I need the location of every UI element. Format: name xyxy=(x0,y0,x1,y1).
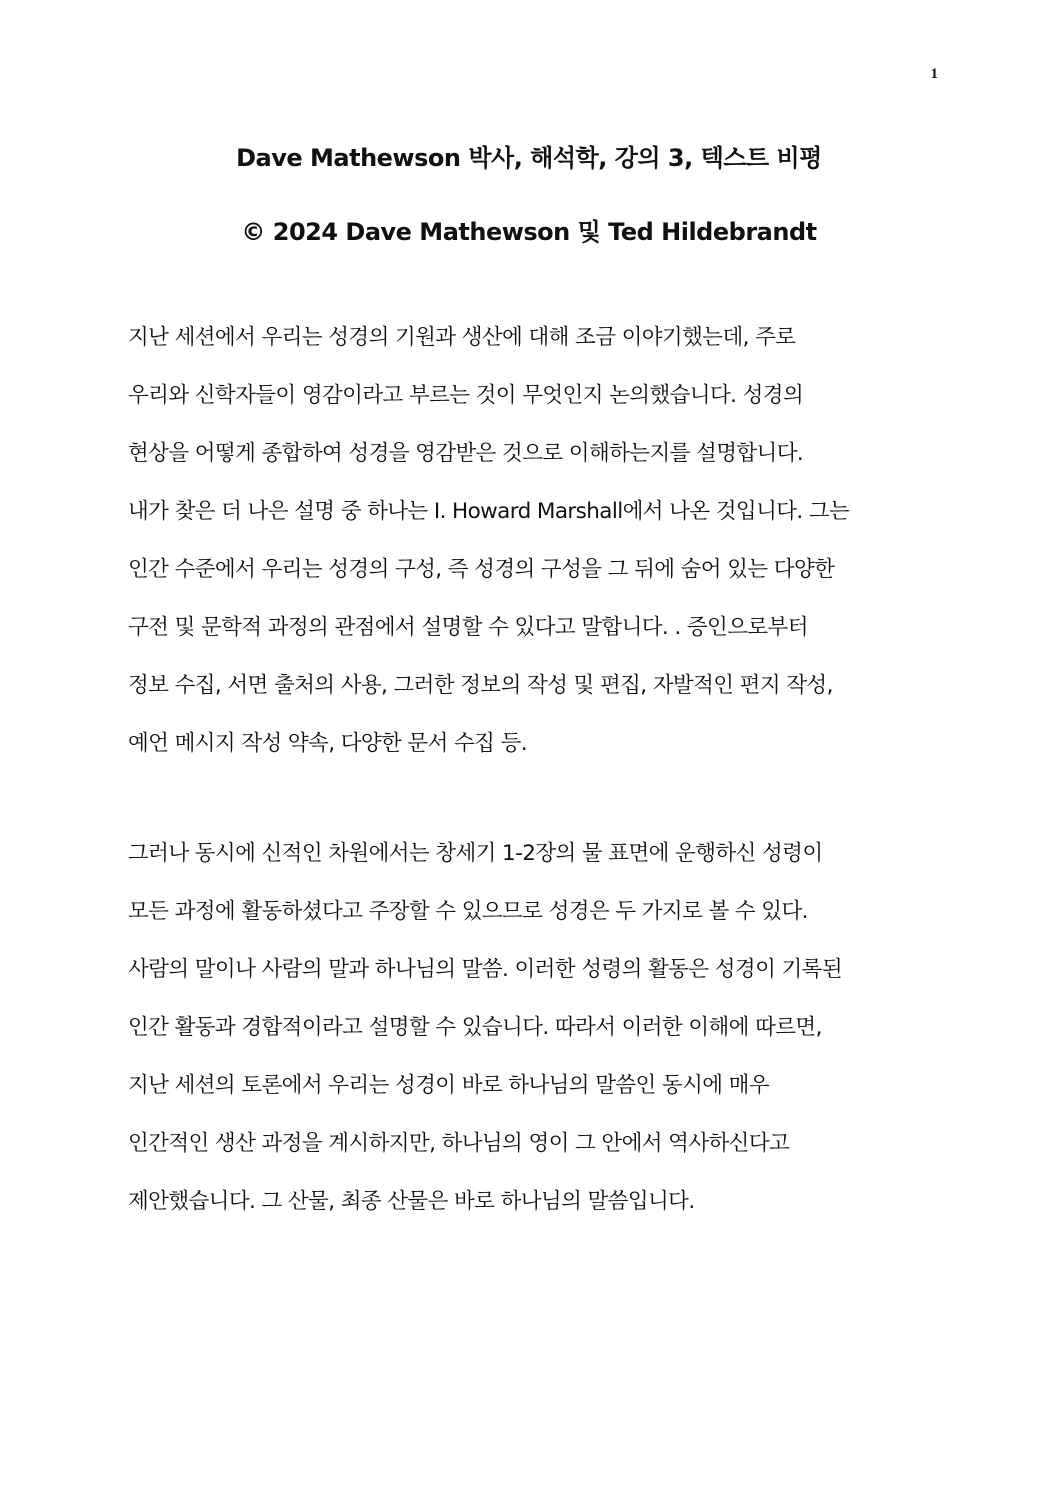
page-number: 1 xyxy=(930,66,938,82)
document-title: Dave Mathewson 박사, 해석학, 강의 3, 텍스트 비평 xyxy=(236,144,822,172)
text-line: 인간적인 생산 과정을 계시하지만, 하나님의 영이 그 안에서 역사하신다고 xyxy=(128,1131,790,1156)
text-line: 사람의 말이나 사람의 말과 하나님의 말씀. 이러한 성령의 활동은 성경이 기록된 xyxy=(128,957,842,982)
text-line: 내가 찾은 더 나은 설명 중 하나는 I. Howard Marshall에서 나온 것입니다. 그는 xyxy=(128,499,850,524)
text-line: 구전 및 문학적 과정의 관점에서 설명할 수 있다고 말합니다. . 증인으로부터 xyxy=(128,615,808,640)
text-line: 인간 수준에서 우리는 성경의 구성, 즉 성경의 구성을 그 뒤에 숨어 있는 다양한 xyxy=(128,557,835,582)
text-line: 인간 활동과 경합적이라고 설명할 수 있습니다. 따라서 이러한 이해에 따르면, xyxy=(128,1015,822,1040)
text-line: 지난 세션의 토론에서 우리는 성경이 바로 하나님의 말씀인 동시에 매우 xyxy=(128,1073,770,1098)
text-line: 예언 메시지 작성 약속, 다양한 문서 수집 등. xyxy=(128,731,527,756)
text-line: 그러나 동시에 신적인 차원에서는 창세기 1-2장의 물 표면에 운행하신 성령이 xyxy=(128,841,823,866)
text-line: 제안했습니다. 그 산물, 최종 산물은 바로 하나님의 말씀입니다. xyxy=(128,1189,695,1214)
text-line: 정보 수집, 서면 출처의 사용, 그러한 정보의 작성 및 편집, 자발적인 편지 작성, xyxy=(128,673,833,698)
text-line: 지난 세션에서 우리는 성경의 기원과 생산에 대해 조금 이야기했는데, 주로 xyxy=(128,325,796,350)
text-line: 현상을 어떻게 종합하여 성경을 영감받은 것으로 이해하는지를 설명합니다. xyxy=(128,441,804,466)
text-line: 모든 과정에 활동하셨다고 주장할 수 있으므로 성경은 두 가지로 볼 수 있다. xyxy=(128,899,808,924)
copyright-line: © 2024 Dave Mathewson 및 Ted Hildebrandt xyxy=(241,218,817,246)
text-line: 우리와 신학자들이 영감이라고 부르는 것이 무엇인지 논의했습니다. 성경의 xyxy=(128,383,804,408)
